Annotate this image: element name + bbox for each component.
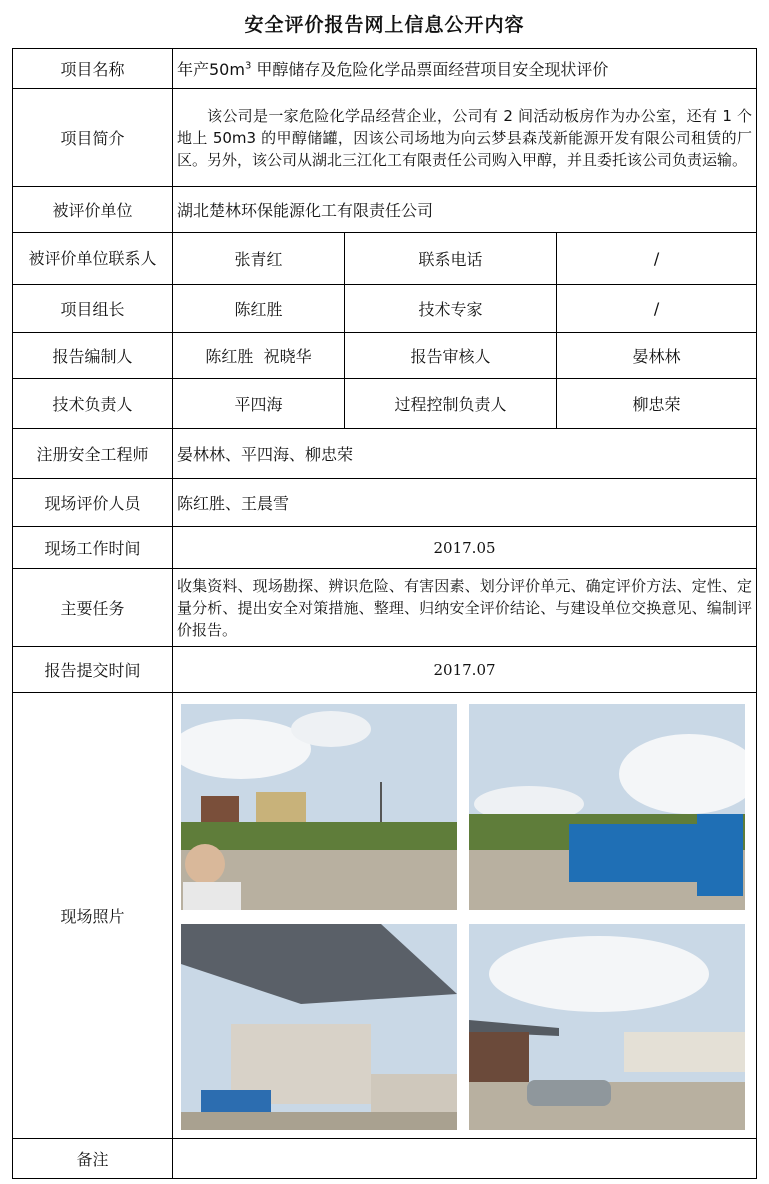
row-project-name bbox=[13, 49, 757, 89]
photo-2-container bbox=[569, 824, 697, 882]
engineers-label: 注册安全工程师 bbox=[13, 429, 173, 479]
expert-value: / bbox=[557, 285, 757, 333]
process-control-label: 过程控制负责人 bbox=[345, 379, 557, 429]
photos-cell bbox=[173, 693, 757, 1139]
project-name-sup: 3 bbox=[244, 60, 252, 72]
photo-4-building bbox=[624, 1032, 745, 1072]
evaluated-unit-value: 湖北楚林环保能源化工有限责任公司 bbox=[173, 187, 757, 233]
work-time-value: 2017.05 bbox=[173, 527, 757, 569]
site-photo-2 bbox=[469, 704, 745, 910]
row-team-leader bbox=[13, 285, 757, 333]
work-time-label: 现场工作时间 bbox=[13, 527, 173, 569]
evaluators-label: 现场评价人员 bbox=[13, 479, 173, 527]
photo-grid bbox=[181, 704, 750, 1130]
row-evaluators bbox=[13, 479, 757, 527]
contact-label: 被评价单位联系人 bbox=[13, 233, 173, 285]
main-tasks-value: 收集资料、现场勘探、辨识危险、有害因素、划分评价单元、确定评价方法、定性、定量分析、提出安全对策措施、整理、归纳安全评价结论、与建设单位交换意见、编制评价报告。 bbox=[173, 569, 757, 647]
remarks-label: 备注 bbox=[13, 1139, 173, 1179]
photo-3-wall-2 bbox=[371, 1074, 457, 1114]
row-main-tasks bbox=[13, 569, 757, 647]
tech-lead-value: 平四海 bbox=[173, 379, 345, 429]
tech-lead-label: 技术负责人 bbox=[13, 379, 173, 429]
row-compiler bbox=[13, 333, 757, 379]
info-table bbox=[12, 48, 757, 1179]
site-photo-3 bbox=[181, 924, 457, 1130]
row-evaluated-unit bbox=[13, 187, 757, 233]
process-control-value: 柳忠荣 bbox=[557, 379, 757, 429]
row-photos bbox=[13, 693, 757, 1139]
row-work-time bbox=[13, 527, 757, 569]
team-leader-value: 陈红胜 bbox=[173, 285, 345, 333]
site-photo-1 bbox=[181, 704, 457, 910]
photos-label: 现场照片 bbox=[13, 693, 173, 1139]
photo-3-drums bbox=[201, 1090, 271, 1112]
remarks-value bbox=[173, 1139, 757, 1179]
photo-1-person-body bbox=[183, 882, 241, 910]
site-photo-4 bbox=[469, 924, 745, 1130]
submit-time-value: 2017.07 bbox=[173, 647, 757, 693]
row-project-intro bbox=[13, 89, 757, 187]
reviewer-value: 晏林林 bbox=[557, 333, 757, 379]
photo-1-trees bbox=[181, 822, 457, 850]
main-tasks-label: 主要任务 bbox=[13, 569, 173, 647]
photo-1-cloud-2 bbox=[291, 711, 371, 747]
project-intro-value: 该公司是一家危险化学品经营企业，公司有 2 间活动板房作为办公室，还有 1 个地上 50m3 的甲醇储罐，因该公司场地为向云梦县森茂新能源开发有限公司租赁的厂区。另外，该公司从湖北三江化工有限责任公司购入甲醇，并且委托该公司负责运输。 bbox=[173, 89, 757, 187]
project-name-label: 项目名称 bbox=[13, 49, 173, 89]
photo-2-container-2 bbox=[697, 814, 743, 896]
row-submit-time bbox=[13, 647, 757, 693]
project-name-text-2: 甲醇储存及危险化学品票面经营项目安全现状评价 bbox=[251, 60, 609, 79]
row-remarks bbox=[13, 1139, 757, 1179]
phone-value: / bbox=[557, 233, 757, 285]
photo-1-person-head bbox=[185, 844, 225, 884]
page-title: 安全评价报告网上信息公开内容 bbox=[244, 14, 525, 36]
photo-3-ground bbox=[181, 1112, 457, 1130]
photo-4-cloud bbox=[489, 936, 709, 1012]
photo-4-car bbox=[527, 1080, 611, 1106]
submit-time-label: 报告提交时间 bbox=[13, 647, 173, 693]
project-name-value bbox=[173, 49, 757, 89]
project-name-text: 年产50m bbox=[177, 60, 245, 79]
evaluated-unit-label: 被评价单位 bbox=[13, 187, 173, 233]
evaluators-value: 陈红胜、王晨雪 bbox=[173, 479, 757, 527]
engineers-value: 晏林林、平四海、柳忠荣 bbox=[173, 429, 757, 479]
contact-value: 张青红 bbox=[173, 233, 345, 285]
team-leader-label: 项目组长 bbox=[13, 285, 173, 333]
compiler-value: 陈红胜 祝晓华 bbox=[173, 333, 345, 379]
row-engineers bbox=[13, 429, 757, 479]
row-tech-lead bbox=[13, 379, 757, 429]
compiler-label: 报告编制人 bbox=[13, 333, 173, 379]
phone-label: 联系电话 bbox=[345, 233, 557, 285]
reviewer-label: 报告审核人 bbox=[345, 333, 557, 379]
expert-label: 技术专家 bbox=[345, 285, 557, 333]
row-contact bbox=[13, 233, 757, 285]
project-intro-label: 项目简介 bbox=[13, 89, 173, 187]
